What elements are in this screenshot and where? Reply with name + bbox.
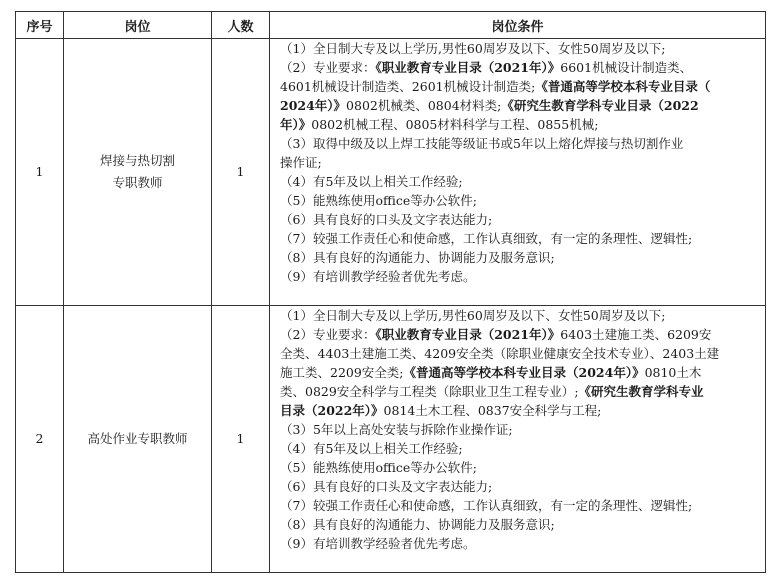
requirement-text: （6）具有良好的口头及文字表达能力; — [280, 479, 493, 494]
requirement-text: （5）能熟练使用office等办公软件; — [280, 460, 477, 475]
requirement-text: （6）具有良好的口头及文字表达能力; — [280, 212, 493, 227]
requirement-line — [280, 115, 761, 134]
requirement-line — [280, 39, 761, 58]
catalog-title: 《研究生教育学科专业 — [578, 384, 704, 399]
requirement-text: （1）全日制大专及以上学历,男性60周岁及以下、女性50周岁及以下; — [280, 41, 666, 56]
requirement-text: （9）有培训教学经验者优先考虑。 — [280, 536, 476, 551]
requirement-line — [280, 534, 761, 553]
requirement-line — [280, 77, 761, 96]
requirement-text: 0802机械类、0804材料类; — [346, 98, 502, 113]
row-count: 1 — [212, 306, 270, 573]
requirement-line — [280, 229, 761, 248]
requirement-line — [280, 439, 761, 458]
requirement-line — [280, 153, 761, 172]
position-line: 焊接与热切割 — [99, 153, 175, 168]
requirement-line — [280, 420, 761, 439]
requirement-text: （5）能熟练使用office等办公软件; — [280, 193, 477, 208]
table-row — [16, 39, 766, 306]
catalog-title: 《研究生教育学科专业目录（2022 — [501, 98, 699, 113]
requirement-line — [280, 496, 761, 515]
requirement-text: （3）5年以上高处安装与拆除作业操作证; — [280, 422, 513, 437]
recruitment-table — [15, 11, 766, 573]
catalog-title: 目录（2022年）》 — [280, 403, 384, 418]
row-position: 高处作业专职教师 — [64, 306, 212, 573]
requirement-text: 0810土木 — [644, 365, 702, 380]
requirement-text: （9）有培训教学经验者优先考虑。 — [280, 269, 476, 284]
requirement-text: （4）有5年及以上相关工作经验; — [280, 174, 463, 189]
catalog-title: 《职业教育专业目录（2021年）》 — [375, 327, 561, 342]
requirement-line — [280, 458, 761, 477]
catalog-title: 2024年）》 — [280, 98, 347, 113]
catalog-title: 《普通高等学校本科专业目录（2024年）》 — [403, 365, 645, 380]
requirement-line — [280, 58, 761, 77]
catalog-title: 《普通高等学校本科专业目录（ — [535, 79, 711, 94]
header-position: 岗位 — [64, 12, 212, 39]
requirement-text: 4601机械设计制造类、2601机械设计制造类; — [280, 79, 536, 94]
requirement-text: 施工类、2209安全类; — [280, 365, 404, 380]
requirement-text: 0802机械工程、0805材料科学与工程、0855机械; — [311, 117, 599, 132]
header-no: 序号 — [16, 12, 64, 39]
position-line: 专职教师 — [112, 175, 163, 190]
requirement-line — [280, 191, 761, 210]
requirement-text: 6403土建施工类、6209安 — [560, 327, 712, 342]
catalog-title: 年）》 — [280, 117, 312, 132]
requirement-line — [280, 267, 761, 286]
requirement-text: （7）较强工作责任心和使命感，工作认真细致，有一定的条理性、逻辑性; — [280, 231, 693, 246]
requirement-line — [280, 325, 761, 344]
requirement-text: （8）具有良好的沟通能力、协调能力及服务意识; — [280, 517, 555, 532]
requirement-line — [280, 344, 761, 363]
requirement-text: （4）有5年及以上相关工作经验; — [280, 441, 463, 456]
requirement-text: （2）专业要求： — [280, 60, 376, 75]
requirement-text: （2）专业要求： — [280, 327, 376, 342]
requirement-line — [280, 363, 761, 382]
requirement-line — [280, 96, 761, 115]
table-row — [16, 306, 766, 573]
requirement-line — [280, 248, 761, 267]
row-conditions — [270, 306, 766, 573]
row-position — [64, 39, 212, 306]
requirement-text: （8）具有良好的沟通能力、协调能力及服务意识; — [280, 250, 555, 265]
requirement-text: （7）较强工作责任心和使命感，工作认真细致，有一定的条理性、逻辑性; — [280, 498, 693, 513]
requirement-line — [280, 306, 761, 325]
requirement-text: 0814土木工程、0837安全科学与工程; — [383, 403, 602, 418]
requirement-line — [280, 515, 761, 534]
requirement-text: 6601机械设计制造类、 — [560, 60, 693, 75]
requirement-line — [280, 210, 761, 229]
requirement-line — [280, 401, 761, 420]
row-no: 2 — [16, 306, 64, 573]
requirement-line — [280, 477, 761, 496]
header-row — [16, 12, 766, 39]
requirement-line — [280, 382, 761, 401]
header-conditions: 岗位条件 — [270, 12, 766, 39]
header-count: 人数 — [212, 12, 270, 39]
catalog-title: 《职业教育专业目录（2021年）》 — [375, 60, 561, 75]
requirement-text: 操作证; — [280, 155, 322, 170]
requirement-line — [280, 172, 761, 191]
requirement-text: 类、0829安全科学与工程类（除职业卫生工程专业）; — [280, 384, 579, 399]
requirement-text: 全类、4403土建施工类、4209安全类（除职业健康安全技术专业）、2403土建 — [280, 346, 720, 361]
row-count: 1 — [212, 39, 270, 306]
requirement-line — [280, 134, 761, 153]
row-conditions — [270, 39, 766, 306]
row-no: 1 — [16, 39, 64, 306]
requirement-text: （3）取得中级及以上焊工技能等级证书或5年以上熔化焊接与热切割作业 — [280, 136, 684, 151]
requirement-text: （1）全日制大专及以上学历,男性60周岁及以下、女性50周岁及以下; — [280, 308, 666, 323]
